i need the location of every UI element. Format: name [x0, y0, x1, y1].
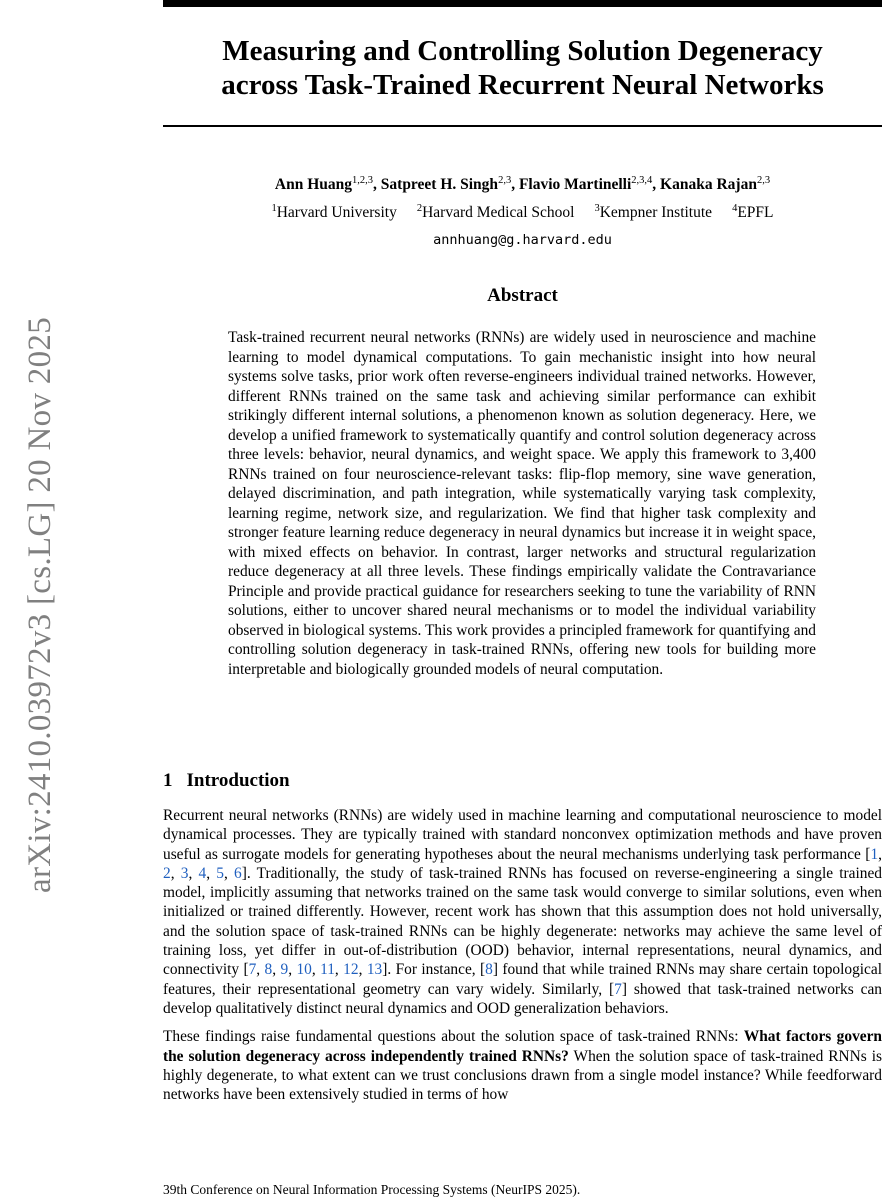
affiliation-marker: 4 [732, 203, 738, 214]
citation-link[interactable]: 3 [180, 864, 189, 882]
author-name: Flavio Martinelli [518, 176, 632, 194]
author-separator: , [373, 176, 381, 194]
intro-text: , [288, 961, 297, 979]
affiliation-marker: 2 [416, 203, 423, 214]
paper-title [163, 34, 882, 102]
section-heading [163, 770, 290, 792]
author-separator: , [511, 176, 519, 194]
intro-text: , [256, 961, 265, 979]
intro-text: ] found that while trained RNNs may share certain topological features, their representational geometry can vary widely. Similarly, [ [163, 961, 882, 998]
affiliation-name: Harvard University [276, 204, 397, 222]
citation-link[interactable]: 2 [163, 864, 171, 882]
affiliation [732, 204, 773, 221]
intro-text: , [170, 864, 181, 882]
intro-p2-start: These findings raise fundamental questions about the solution space of task-trained RNNs: [163, 1028, 744, 1046]
section-number: 1 [163, 770, 173, 791]
intro-text: , [272, 961, 281, 979]
introduction-body [163, 806, 882, 1113]
author-name: Ann Huang [274, 176, 353, 194]
affiliation-marker: 1 [271, 203, 277, 214]
intro-paragraph-1 [163, 806, 882, 1018]
title-line-2: across Task-Trained Recurrent Neural Networks [221, 69, 824, 101]
intro-text: ] showed that task-trained networks can develop qualitatively distinct neural dynamics and OOD generalization behaviors. [163, 980, 882, 1017]
author-affiliation-marker: 2,3 [498, 175, 512, 186]
intro-text: , [311, 961, 321, 979]
abstract-heading: Abstract [487, 285, 558, 306]
intro-text: , [223, 864, 234, 882]
citation-link[interactable]: 4 [198, 864, 207, 882]
citation-link[interactable]: 10 [296, 961, 312, 979]
title-rule [163, 125, 882, 127]
intro-text: ]. Traditionally, the study of task-trained RNNs has focused on reverse-engineering a single trained model, implicitly assuming that networks trained on the same task would converge to similar solutions, even when initialized or trained differently. However, recent work has shown that this assumption does not hold universally, and the solution space of task-trained RNNs can be highly degenerate: networks may achieve the same level of training loss, yet differ in out-of-distribution (OOD) behavior, internal representations, neural dynamics, and connectivity [ [163, 864, 882, 979]
research-question: What factors govern the solution degeneracy across independently trained RNNs? [163, 1028, 882, 1065]
author-list [163, 175, 882, 194]
affiliation-marker: 3 [594, 203, 600, 214]
author-name: Satpreet H. Singh [380, 176, 499, 194]
author-affiliation-marker: 2,3 [756, 175, 771, 186]
citation-link[interactable]: 13 [366, 961, 383, 979]
author-separator: , [652, 176, 661, 194]
intro-p2-end: When the solution space of task-trained RNNs is highly degenerate, to what extent can we trust conclusions drawn from a single model instance? While feedforward networks have been extensively studied in terms of how [163, 1047, 882, 1104]
citation-link[interactable]: 7 [614, 980, 622, 998]
citation-link[interactable]: 12 [343, 961, 359, 979]
intro-text: Recurrent neural networks (RNNs) are widely used in machine learning and computational neuroscience to model dynamical processes. They are typically trained with standard nonconvex optimization methods and have proven useful as surrogate models for generating hypotheses about the neural mechanisms underlying task performance [ [163, 807, 882, 863]
affiliation-name: EPFL [737, 204, 774, 222]
intro-text: , [358, 961, 367, 979]
affiliation-name: Kempner Institute [599, 204, 713, 222]
intro-text: , [206, 864, 217, 882]
citation-link[interactable]: 1 [870, 845, 879, 863]
intro-paragraph-2 [163, 1027, 882, 1104]
title-line-1: Measuring and Controlling Solution Degeneracy [222, 35, 823, 67]
intro-text: , [334, 961, 344, 979]
contact-email[interactable]: annhuang@g.harvard.edu [433, 232, 612, 248]
author-name: Kanaka Rajan [660, 176, 757, 194]
section-title: Introduction [186, 770, 290, 791]
author-affiliation-marker: 1,2,3 [352, 175, 374, 186]
affiliation [417, 204, 575, 221]
top-rule [163, 0, 882, 7]
citation-link[interactable]: 6 [234, 864, 242, 882]
affiliation-list [163, 203, 882, 222]
conference-footer: 39th Conference on Neural Information Processing Systems (NeurIPS 2025). [163, 1182, 581, 1197]
citation-link[interactable]: 11 [320, 961, 335, 979]
intro-text: , [878, 845, 882, 863]
abstract-body: Task-trained recurrent neural networks (RNNs) are widely used in neuroscience and machine learning to model dynamical computations. To gain mechanistic insight into how neural systems solve tasks, prior work often reverse-engineers individual trained networks. However, different RNNs trained on the same task and achieving similar performance can exhibit strikingly different internal solutions, a phenomenon known as solution degeneracy. Here, we develop a unified framework to systematically quantify and control solution degeneracy across three levels: behavior, neural dynamics, and weight space. We apply this framework to 3,400 RNNs trained on four neuroscience-relevant tasks: flip-flop memory, sine wave generation, delayed discrimination, and path integration, while systematically varying task complexity, learning regime, network size, and regularization. We find that higher task complexity and stronger feature learning reduce degeneracy in neural dynamics but increase it in weight space, with mixed effects on behavior. In contrast, larger networks and structural regularization reduce degeneracy at all three levels. These findings empirically validate the Contravariance Principle and provide practical guidance for researchers seeking to tune the variability of RNN solutions, either to uncover shared neural mechanisms or to model the individual variability observed in biological systems. This work provides a principled framework for quantifying and controlling solution degeneracy in task-trained RNNs, offering new tools for building more interpretable and biologically grounded models of neural computation. [228, 329, 816, 678]
arxiv-stamp[interactable]: arXiv:2410.03972v3 [cs.LG] 20 Nov 2025 [22, 317, 58, 893]
citation-link[interactable]: 8 [264, 961, 273, 979]
intro-text: , [188, 864, 199, 882]
citation-link[interactable]: 7 [248, 961, 257, 979]
citation-link[interactable]: 9 [280, 961, 289, 979]
author-affiliation-marker: 2,3,4 [631, 175, 653, 186]
citation-link[interactable]: 5 [216, 864, 224, 882]
affiliation [271, 204, 396, 221]
affiliation [594, 204, 712, 221]
affiliation-name: Harvard Medical School [422, 204, 575, 222]
citation-link[interactable]: 8 [485, 961, 493, 979]
intro-text: ]. For instance, [ [382, 961, 486, 979]
